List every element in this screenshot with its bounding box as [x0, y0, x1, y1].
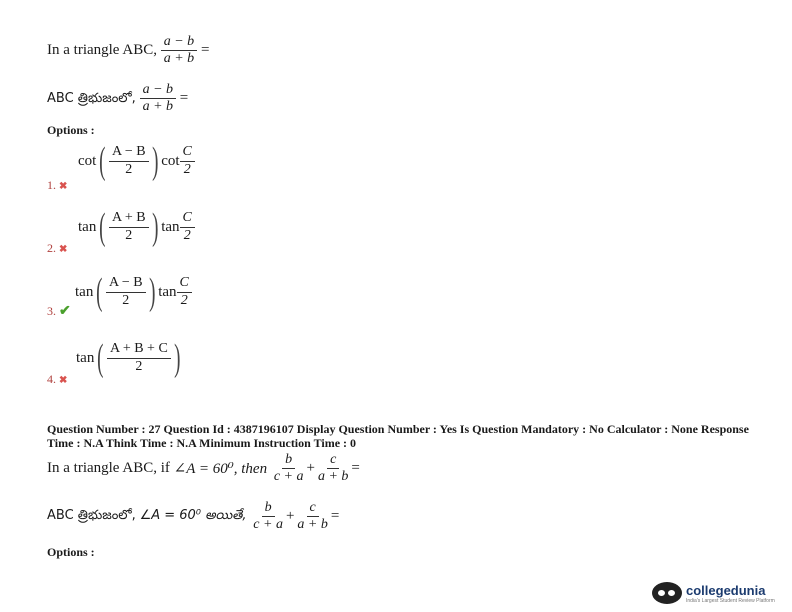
question-1-english [47, 34, 209, 67]
left-paren: ( [99, 206, 106, 248]
option-4-fraction-1 [107, 341, 171, 374]
left-paren: ( [97, 337, 104, 379]
option-2-fraction-1 [109, 210, 149, 243]
option-2-expression [78, 208, 195, 246]
option-2-fraction-2 [180, 210, 195, 243]
fraction-numerator: c [307, 500, 319, 517]
right-paren: ) [151, 206, 159, 248]
logo-mascot-icon [652, 582, 682, 604]
option-number: 1. [47, 178, 56, 192]
right-paren: ) [151, 140, 159, 182]
fraction-numerator: b [282, 452, 295, 469]
plus-sign: + [285, 508, 295, 525]
fraction-numerator: c [327, 452, 339, 469]
question-2-telugu-fraction-1 [250, 500, 286, 533]
fraction-denominator: 2 [125, 227, 133, 243]
plus-sign: + [306, 460, 315, 477]
option-3-fraction-1 [106, 275, 146, 308]
fraction-numerator: A + B + C [107, 341, 171, 358]
fraction-numerator: C [180, 210, 195, 227]
function-name: cot [161, 152, 180, 169]
question-2-telugu-fraction-2 [294, 500, 330, 533]
fraction-denominator: 2 [183, 227, 191, 243]
fraction-numerator: A + B [109, 210, 149, 227]
fraction-denominator: 2 [125, 161, 133, 177]
question-2-telugu-condition: ∠A = 60⁰ అయితే, [139, 507, 247, 523]
fraction-numerator: A − B [106, 275, 146, 292]
question-2-english [47, 452, 360, 485]
option-3-fraction-2 [177, 275, 192, 308]
cross-icon: ✖ [59, 244, 68, 255]
question-1-telugu [47, 82, 188, 115]
fraction-numerator: C [180, 144, 195, 161]
function-name: tan [161, 218, 180, 235]
question-1-telugu-text: ABC త్రిభుజంలో, [47, 91, 136, 107]
question-2-english-text: In a triangle ABC, if [47, 460, 170, 477]
question-2-condition: ∠A = 60⁰, then [173, 461, 268, 478]
checkmark-icon: ✔ [59, 304, 71, 319]
function-name: tan [158, 283, 177, 300]
left-paren: ( [96, 271, 103, 313]
option-3-expression [75, 273, 192, 311]
cross-icon: ✖ [59, 181, 68, 192]
logo-tagline: India's Largest Student Review Platform [686, 597, 775, 604]
fraction-numerator: a − b [161, 34, 197, 51]
question-2-telugu [47, 500, 339, 533]
option-3-marker[interactable] [47, 302, 71, 320]
fraction-numerator: A − B [109, 144, 149, 161]
fraction-numerator: a − b [140, 82, 176, 99]
fraction-denominator: c + a [273, 469, 304, 485]
question-1-english-text: In a triangle ABC, [47, 42, 157, 59]
option-number: 2. [47, 241, 56, 255]
option-4-marker[interactable] [47, 370, 67, 388]
fraction-denominator: a + b [163, 51, 195, 67]
equals-sign: = [330, 508, 340, 525]
fraction-denominator: 2 [135, 358, 143, 374]
option-1-fraction-1 [109, 144, 149, 177]
function-name: tan [78, 218, 97, 235]
collegedunia-logo [652, 582, 775, 604]
question-1-telugu-fraction [140, 82, 176, 115]
right-paren: ) [148, 271, 156, 313]
option-number: 3. [47, 304, 56, 318]
right-paren: ) [173, 337, 181, 379]
logo-name: collegedunia [686, 582, 766, 598]
option-1-marker[interactable] [47, 176, 67, 194]
function-name: tan [75, 283, 94, 300]
question-1-fraction [161, 34, 197, 67]
fraction-numerator: C [177, 275, 192, 292]
left-paren: ( [99, 140, 106, 182]
equals-sign: = [351, 460, 360, 477]
option-number: 4. [47, 372, 56, 386]
question-2-fraction-1 [271, 452, 307, 485]
equals-sign: = [179, 90, 189, 107]
fraction-denominator: c + a [253, 517, 283, 533]
options-label: Options : [47, 123, 95, 137]
fraction-denominator: 2 [180, 292, 188, 308]
options-label-2: Options : [47, 545, 95, 559]
fraction-denominator: 2 [183, 161, 191, 177]
fraction-denominator: a + b [317, 469, 349, 485]
option-1-expression [78, 142, 195, 180]
function-name: tan [76, 349, 95, 366]
question-2-telugu-text: ABC త్రిభుజంలో, [47, 507, 136, 523]
function-name: cot [78, 152, 97, 169]
equals-sign: = [200, 42, 210, 59]
option-4-expression [76, 339, 183, 377]
question-metadata: Question Number : 27 Question Id : 4387196107 Display Question Number : Yes Is Question Mandatory : No Calculator : None Response Time : N.A Think Time : N.A Minimum Instruction Time : 0 [47, 422, 749, 450]
option-2-marker[interactable] [47, 239, 67, 257]
option-1-fraction-2 [180, 144, 195, 177]
fraction-denominator: a + b [142, 99, 174, 115]
fraction-denominator: 2 [122, 292, 130, 308]
cross-icon: ✖ [59, 375, 68, 386]
fraction-numerator: b [262, 500, 275, 517]
fraction-denominator: a + b [297, 517, 328, 533]
question-2-fraction-2 [315, 452, 351, 485]
